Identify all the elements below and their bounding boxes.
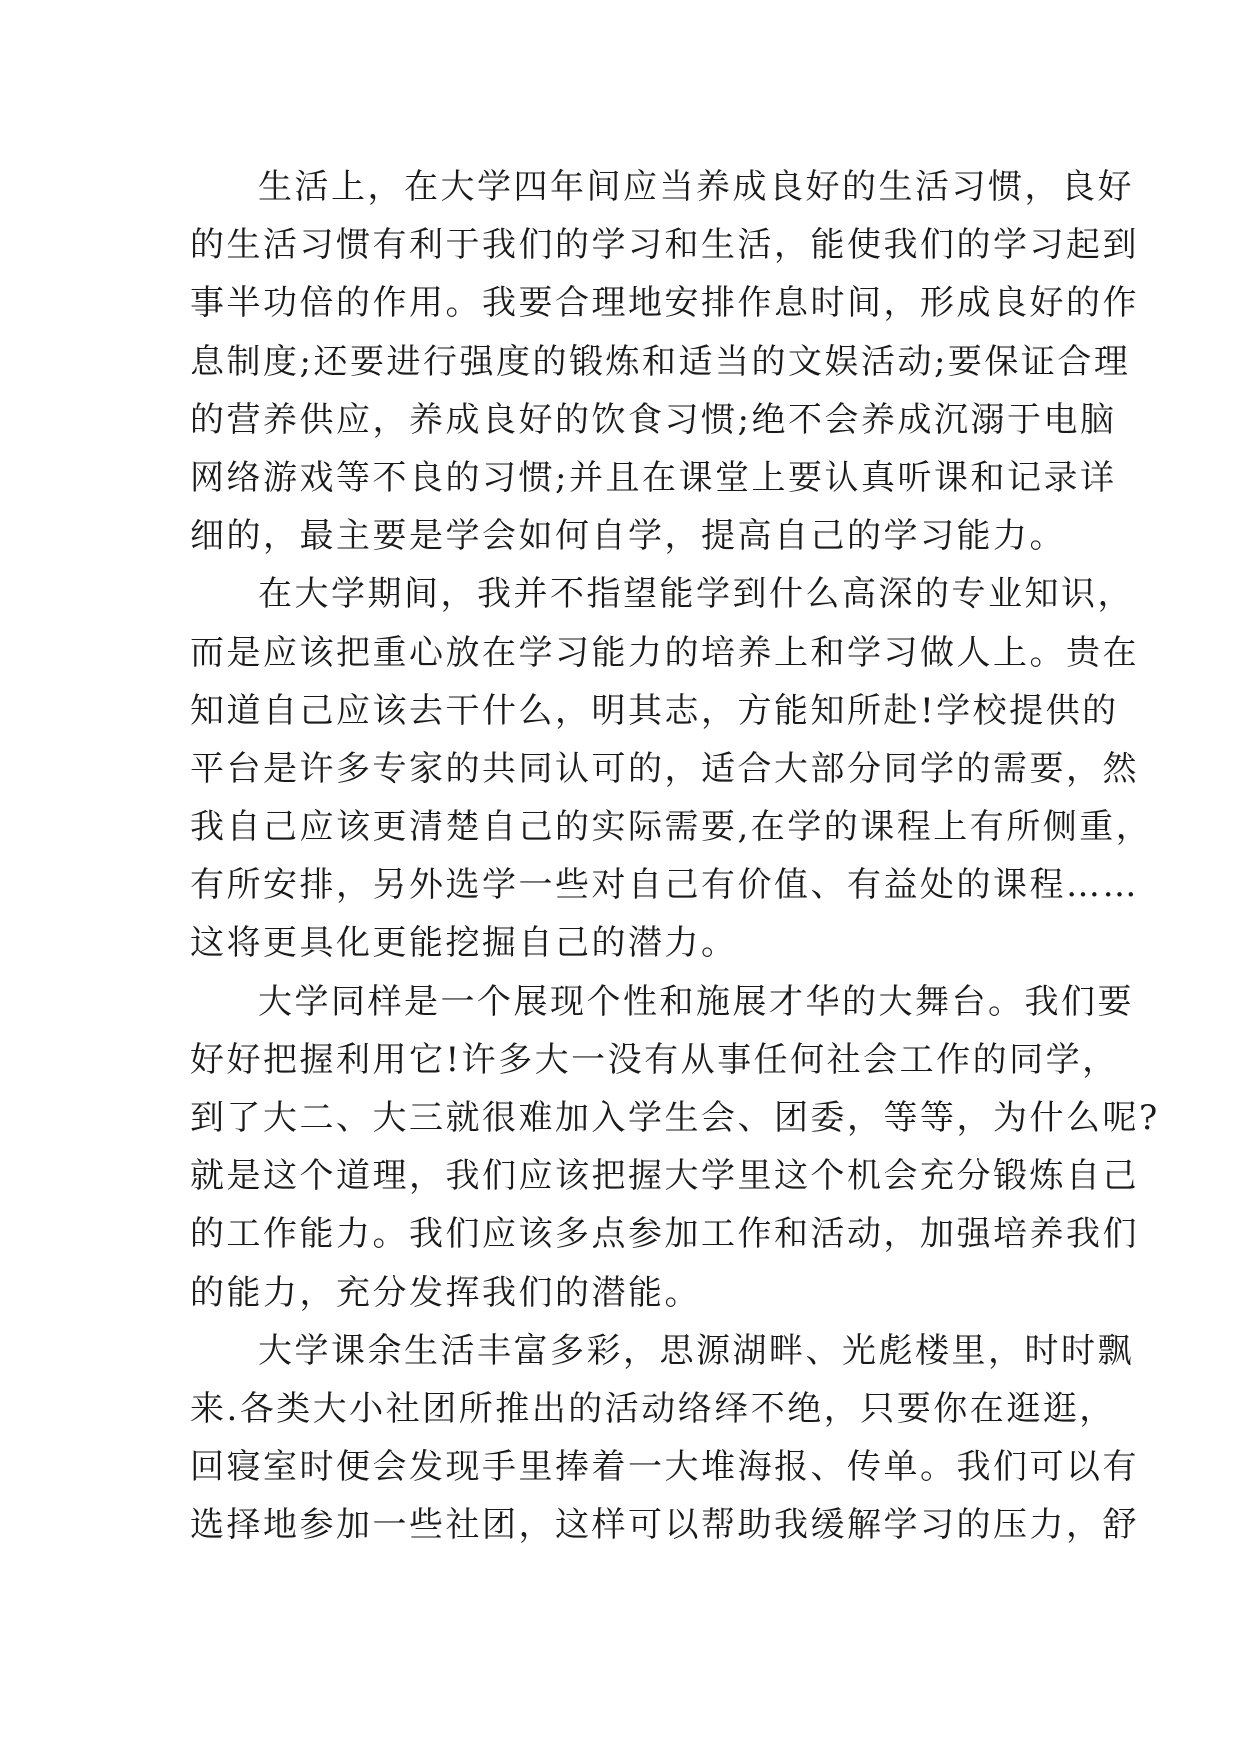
text-line: 平台是许多专家的共同认可的，适合大部分同学的需要，然: [190, 748, 1139, 789]
text-line: 选择地参加一些社团，这样可以帮助我缓解学习的压力，舒: [190, 1505, 1139, 1546]
text-line: 事半功倍的作用。我要合理地安排作息时间，形成良好的作: [190, 283, 1139, 324]
paragraph-learning-ability: [190, 565, 1153, 972]
text-line: 大学课余生活丰富多彩，思源湖畔、光彪楼里，时时飘: [258, 1330, 1134, 1371]
text-line: 的生活习惯有利于我们的学习和生活，能使我们的学习起到: [190, 225, 1139, 266]
text-line: 好好把握利用它!许多大一没有从事任何社会工作的同学，: [190, 1039, 1119, 1080]
text-line: 网络游戏等不良的习惯;并且在课堂上要认真听课和记录详: [190, 457, 1117, 498]
text-line: 我自己应该更清楚自己的实际需要,在学的课程上有所侧重，: [190, 807, 1153, 848]
text-line: 的能力，充分发挥我们的潜能。: [190, 1272, 701, 1313]
text-line: 来.各类大小社团所推出的活动络绎不绝，只要你在逛逛，: [190, 1388, 1116, 1429]
text-line: 这将更具化更能挖掘自己的潜力。: [190, 923, 738, 964]
text-line: 有所安排，另外选学一些对自己有价值、有益处的课程……: [190, 865, 1139, 906]
text-line: 就是这个道理，我们应该把握大学里这个机会充分锻炼自己: [190, 1156, 1139, 1197]
text-line: 知道自己应该去干什么，明其志，方能知所赴!学校提供的: [190, 690, 1119, 731]
text-line: 大学同样是一个展现个性和施展才华的大舞台。我们要: [258, 981, 1134, 1022]
text-line: 的工作能力。我们应该多点参加工作和活动，加强培养我们: [190, 1214, 1139, 1255]
text-line: 在大学期间，我并不指望能学到什么高深的专业知识，: [258, 574, 1134, 615]
text-line: 生活上，在大学四年间应当养成良好的生活习惯，良好: [258, 167, 1134, 207]
text-line: 而是应该把重心放在学习能力的培养上和学习做人上。贵在: [190, 632, 1139, 673]
text-line: 息制度;还要进行强度的锻炼和适当的文娱活动;要保证合理: [190, 341, 1131, 382]
text-line: 到了大二、大三就很难加入学生会、团委，等等，为什么呢?: [190, 1098, 1160, 1138]
paragraph-extracurricular: [190, 1322, 1139, 1555]
text-line: 回寝室时便会发现手里捧着一大堆海报、传单。我们可以有: [190, 1447, 1139, 1488]
text-line: 细的，最主要是学会如何自学，提高自己的学习能力。: [190, 516, 1066, 557]
body-text: [190, 158, 1160, 1555]
paragraph-stage: [190, 973, 1160, 1322]
paragraph-life-habits: [190, 158, 1139, 565]
text-line: 的营养供应，养成良好的饮食习惯;绝不会养成沉溺于电脑: [190, 399, 1117, 440]
